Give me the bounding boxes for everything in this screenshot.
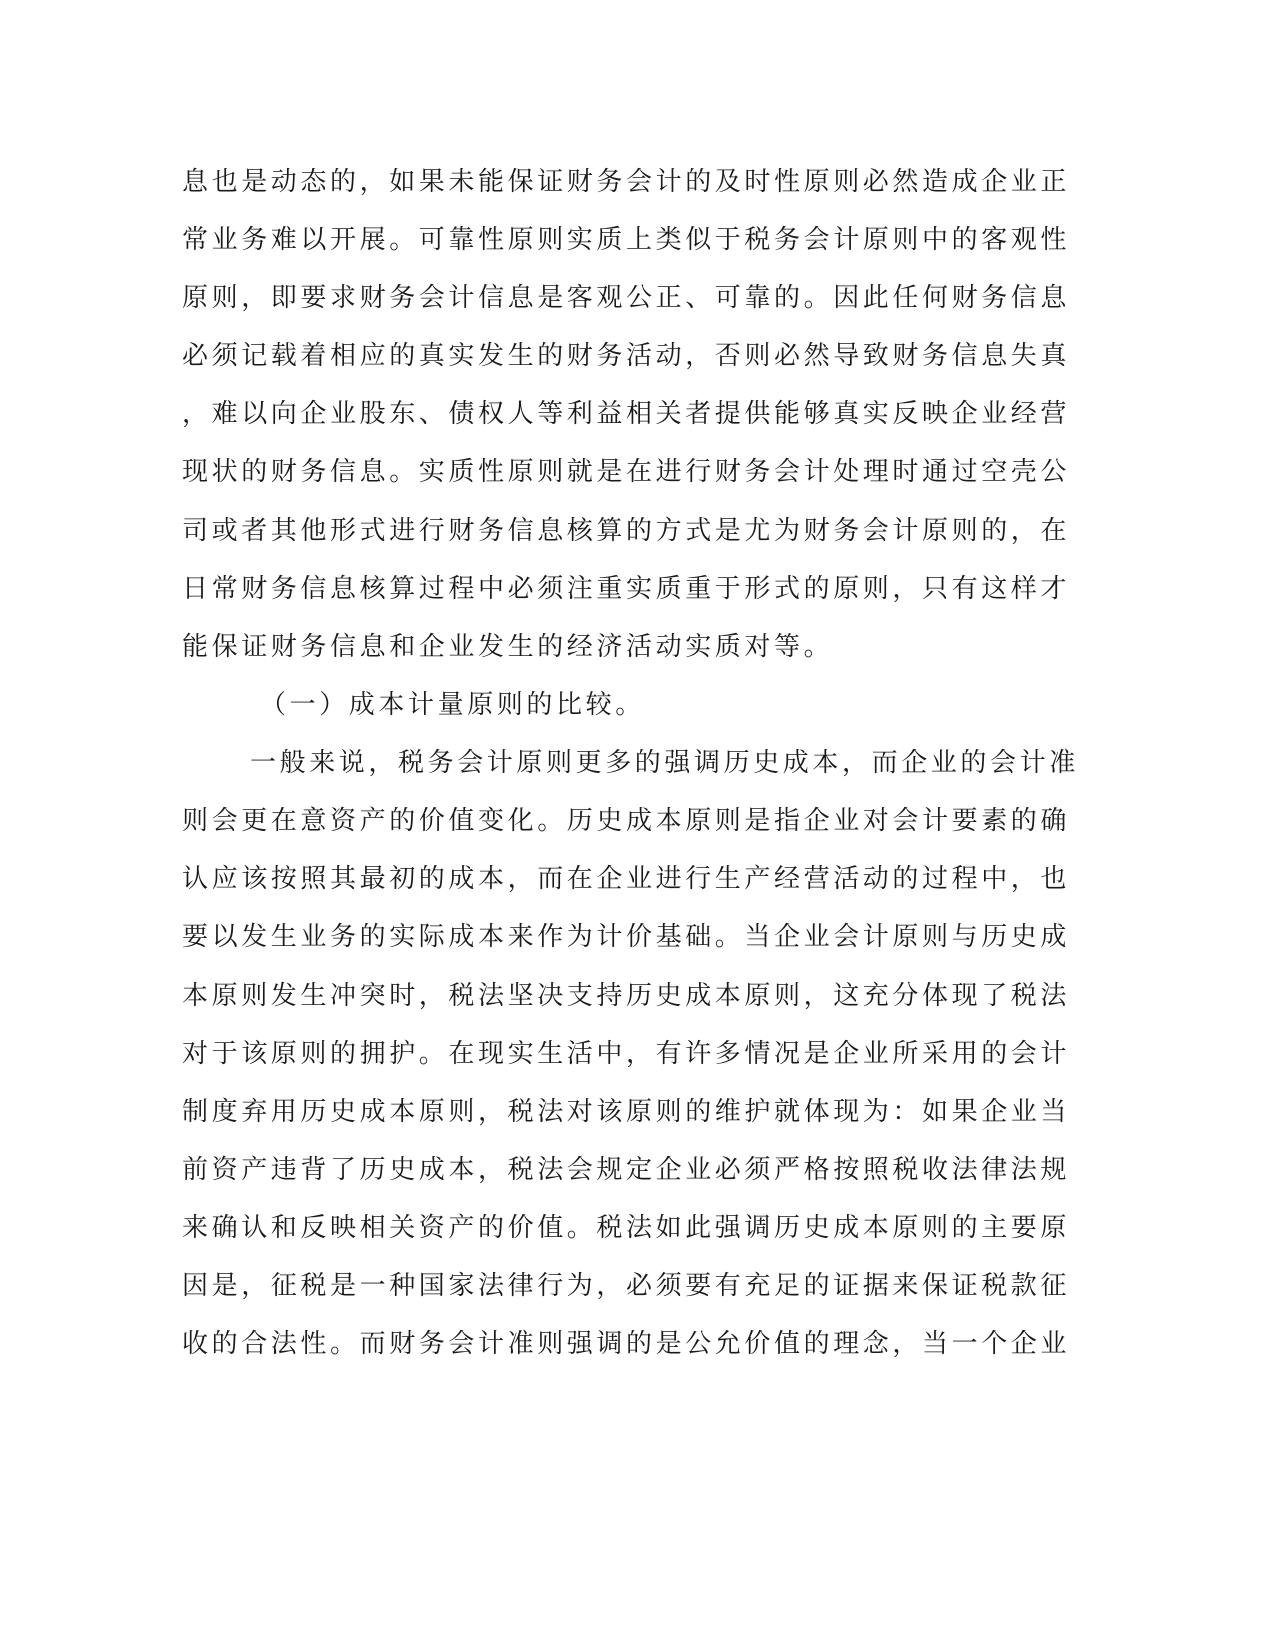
text-line: 要以发生业务的实际成本来作为计价基础。当企业会计原则与历史成 bbox=[182, 922, 1071, 952]
text-line: 则会更在意资产的价值变化。历史成本原则是指企业对会计要素的确 bbox=[182, 806, 1071, 836]
text-line: 息也是动态的，如果未能保证财务会计的及时性原则必然造成企业正 bbox=[182, 167, 1071, 197]
text-line: ，难以向企业股东、债权人等利益相关者提供能够真实反映企业经营 bbox=[182, 399, 1071, 429]
text-line: 能保证财务信息和企业发生的经济活动实质对等。 bbox=[182, 632, 834, 662]
text-line: 制度弃用历史成本原则，税法对该原则的维护就体现为：如果企业当 bbox=[182, 1097, 1071, 1127]
text-line: 因是，征税是一种国家法律行为，必须要有充足的证据来保证税款征 bbox=[182, 1271, 1071, 1301]
text-line: 现状的财务信息。实质性原则就是在进行财务会计处理时通过空壳公 bbox=[182, 457, 1071, 487]
text-line: 司或者其他形式进行财务信息核算的方式是尤为财务会计原则的，在 bbox=[182, 516, 1071, 546]
text-line: 对于该原则的拥护。在现实生活中，有许多情况是企业所采用的会计 bbox=[182, 1039, 1071, 1069]
text-line: 来确认和反映相关资产的价值。税法如此强调历史成本原则的主要原 bbox=[182, 1213, 1071, 1243]
text-line: 常业务难以开展。可靠性原则实质上类似于税务会计原则中的客观性 bbox=[182, 225, 1071, 255]
paragraph-first-line: 一般来说，税务会计原则更多的强调历史成本，而企业的会计准 bbox=[250, 748, 1079, 778]
text-line: 本原则发生冲突时，税法坚决支持历史成本原则，这充分体现了税法 bbox=[182, 981, 1071, 1011]
text-line: 原则，即要求财务会计信息是客观公正、可靠的。因此任何财务信息 bbox=[182, 283, 1071, 313]
text-line: 日常财务信息核算过程中必须注重实质重于形式的原则，只有这样才 bbox=[182, 574, 1071, 604]
text-line: 前资产违背了历史成本，税法会规定企业必须严格按照税收法律法规 bbox=[182, 1155, 1071, 1185]
text-line: 收的合法性。而财务会计准则强调的是公允价值的理念，当一个企业 bbox=[182, 1329, 1071, 1359]
text-line: 必须记载着相应的真实发生的财务活动，否则必然导致财务信息失真 bbox=[182, 341, 1071, 371]
text-line: 认应该按照其最初的成本，而在企业进行生产经营活动的过程中，也 bbox=[182, 864, 1071, 894]
section-heading: （一）成本计量原则的比较。 bbox=[260, 690, 645, 720]
